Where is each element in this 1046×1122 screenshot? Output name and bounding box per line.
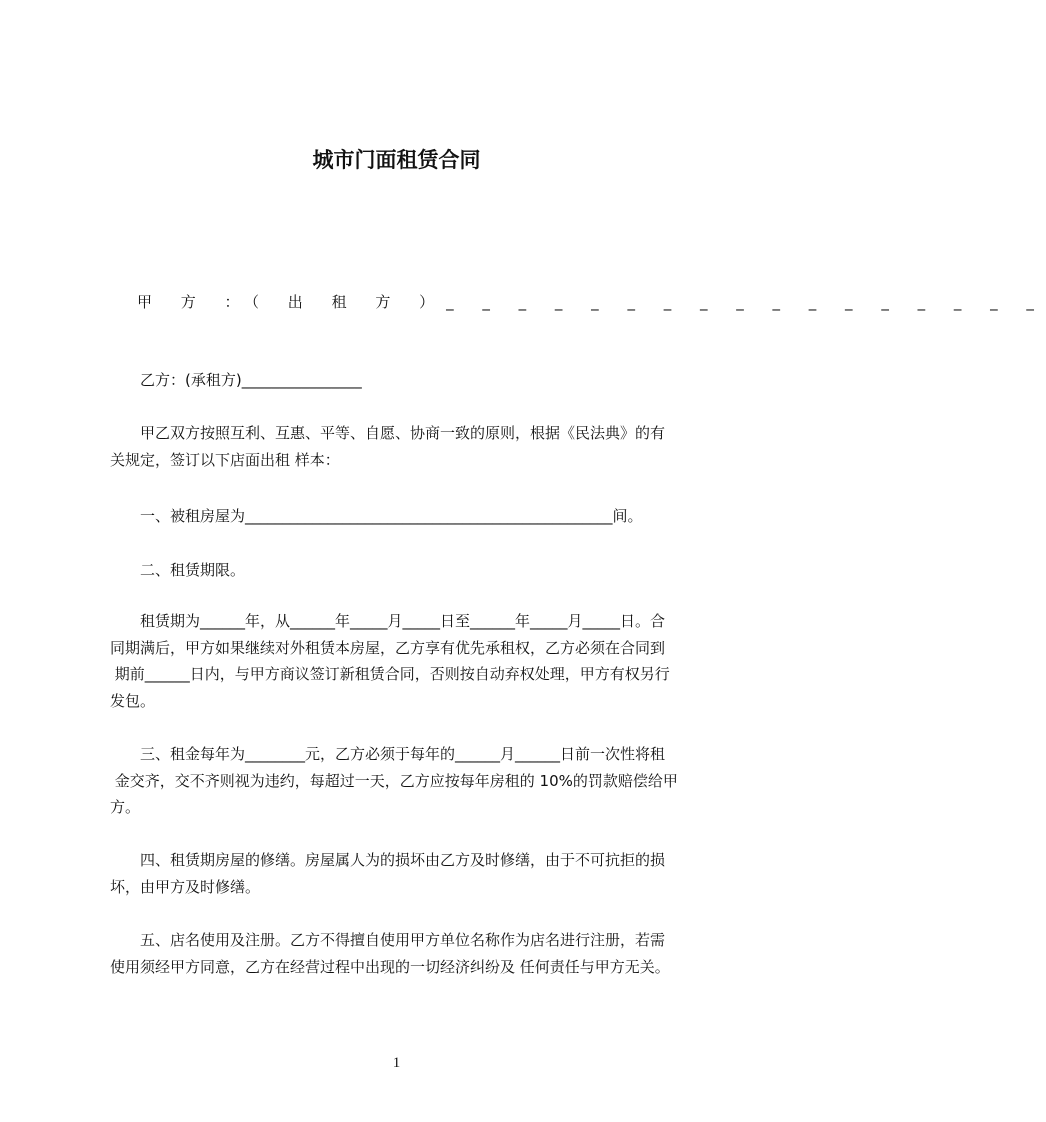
clause-2 [110, 557, 705, 584]
text-line: 三、租金每年为________元，乙方必须于每年的______月______日前一次性将租 [110, 745, 666, 763]
text-line: 甲乙双方按照互利、互惠、平等、自愿、协商一致的原则，根据《民法典》的有 [110, 424, 666, 442]
text-line: 四、租赁期房屋的修缮。房屋属人为的损坏由乙方及时修缮，由于不可抗拒的损 [110, 851, 666, 869]
party-a-line: 甲 方 ：（ 出 租 方 ）_ _ _ _ _ _ _ _ _ _ _ _ _ _ _ _ _ [137, 293, 1046, 311]
text-line: 二、租赁期限。 [110, 561, 246, 579]
text-line: 金交齐，交不齐则视为违约，每超过一天，乙方应按每年房租的 10%的罚款赔偿给甲 [110, 771, 678, 790]
text-line: 关规定，签订以下店面出租 样本： [110, 450, 340, 469]
clause-4 [110, 847, 705, 900]
clause-3 [110, 741, 705, 821]
clause-5 [110, 927, 705, 980]
intro-paragraph [110, 420, 705, 473]
text-line: 乙方：(承租方)________________ [110, 371, 362, 389]
document-title: 城市门面租赁合同 [312, 148, 481, 172]
clause-1 [110, 503, 705, 530]
text-line: 租赁期为______年，从______年_____月_____日至______年_____月_____日。合 [110, 612, 666, 630]
text-line: 五、店名使用及注册。乙方不得擅自使用甲方单位名称作为店名进行注册，若需 [110, 931, 666, 949]
text-line: 方。 [110, 798, 141, 816]
text-line: 期前______日内，与甲方商议签订新租赁合同，否则按自动弃权处理，甲方有权另行 [110, 665, 670, 683]
text-line: 使用须经甲方同意，乙方在经营过程中出现的一切经济纠纷及 任何责任与甲方无关。 [110, 957, 670, 976]
page-number: 1 [392, 1055, 401, 1071]
text-line: 一、被租房屋为_________________________________________________间。 [110, 507, 643, 525]
text-line: 发包。 [110, 691, 156, 710]
party-b-line [110, 367, 705, 394]
lease-term-paragraph [110, 608, 705, 714]
text-line: 坏，由甲方及时修缮。 [110, 877, 261, 896]
text-line: 同期满后，甲方如果继续对外租赁本房屋，乙方享有优先承租权，乙方必须在合同到 [110, 638, 666, 657]
